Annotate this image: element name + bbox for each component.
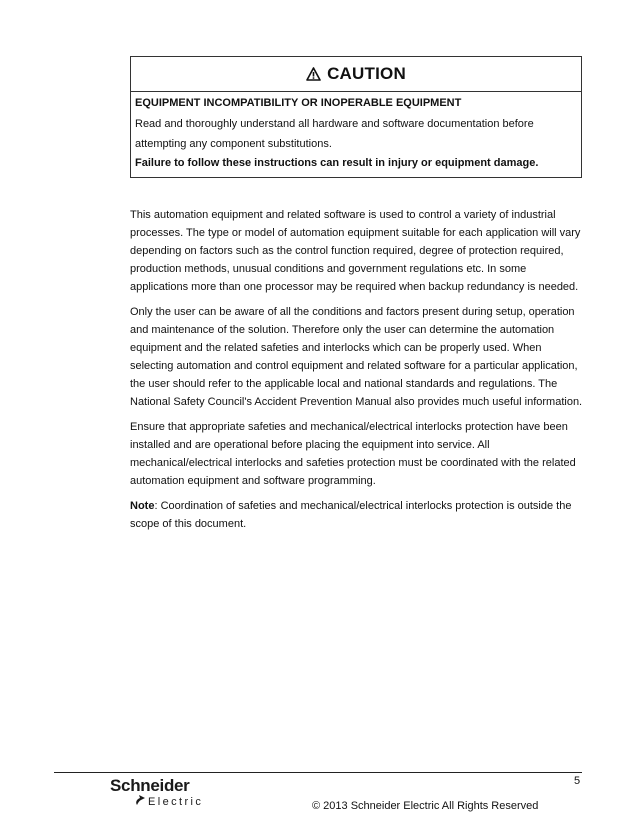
logo-sub xyxy=(134,793,210,811)
note-paragraph xyxy=(130,497,585,533)
caution-title: CAUTION xyxy=(327,64,406,83)
caution-box xyxy=(130,56,582,178)
page-number: 5 xyxy=(574,775,581,787)
logo-sub-text: Electric xyxy=(148,796,204,808)
copyright-text: © 2013 Schneider Electric All Rights Reserved xyxy=(312,800,539,812)
warning-triangle-icon xyxy=(306,67,321,81)
caution-warning: Failure to follow these instructions can result in injury or equipment damage. xyxy=(135,157,539,169)
caution-text: Read and thoroughly understand all hardware and software documentation before attempting any component substitutions. xyxy=(135,118,534,150)
paragraph: Only the user can be aware of all the conditions and factors present during setup, operation and maintenance of the solution. Therefore only the user can determine the automation equipment and the related safeties and interlocks which can be properly used. When selecting automation and control equipment and related software for a particular application, the user should refer to the applicable local and national standards and regulations. The National Safety Council's Accident Prevention Manual also provides much useful information. xyxy=(130,306,583,408)
caution-body xyxy=(131,92,581,170)
note-label: Note xyxy=(130,500,155,512)
logo-name: Schneider xyxy=(110,776,190,795)
caution-header xyxy=(131,57,581,92)
footer-divider xyxy=(54,772,582,773)
body-text xyxy=(130,206,585,540)
paragraph: This automation equipment and related software is used to control a variety of industrial processes. The type or model of automation equipment suitable for each application will vary depending on factors such as the control function required, degree of protection required, production methods, unusual conditions and government regulations etc. In some applications more than one processor may be required when backup redundancy is needed. xyxy=(130,209,581,293)
caution-subtitle: EQUIPMENT INCOMPATIBILITY OR INOPERABLE EQUIPMENT xyxy=(135,97,462,109)
paragraph: Ensure that appropriate safeties and mechanical/electrical interlocks protection have been installed and are operational before placing the equipment into service. All mechanical/electrical interlocks and safeties protection must be coordinated with the related automation equipment and software programming. xyxy=(130,421,576,487)
note-text: : Coordination of safeties and mechanical/electrical interlocks protection is outside the scope of this document. xyxy=(130,500,572,530)
life-is-on-icon xyxy=(134,793,146,811)
schneider-electric-logo xyxy=(110,777,210,807)
